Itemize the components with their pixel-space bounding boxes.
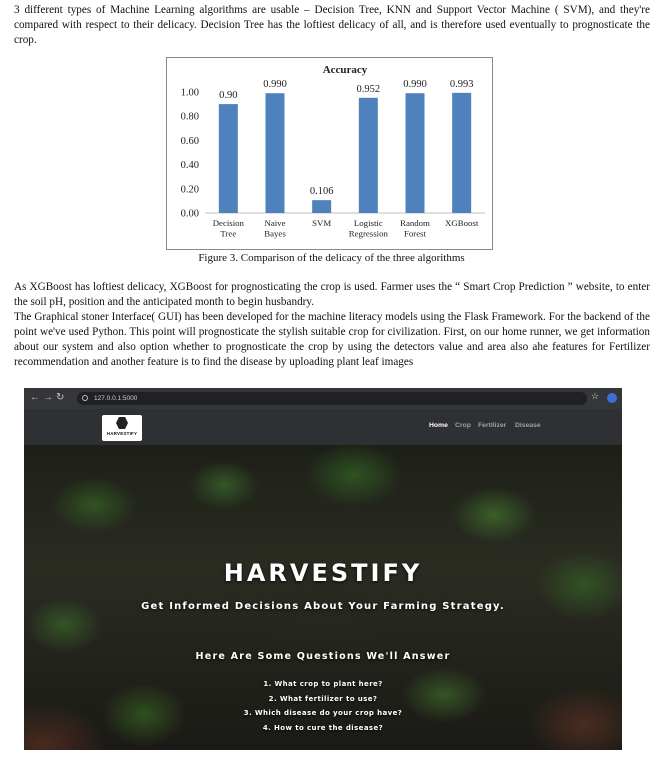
bookmark-star-icon[interactable]: ☆: [591, 391, 600, 401]
back-arrow-icon[interactable]: ←: [30, 392, 40, 403]
x-tick-label: Decision: [212, 218, 244, 228]
figure-caption: Figure 3. Comparison of the delicacy of the three algorithms: [198, 252, 465, 264]
accuracy-chart-svg: [167, 58, 492, 249]
bar: [312, 200, 331, 213]
hexagon-logo-icon: [116, 417, 128, 429]
xgboost-paragraph: As XGBoost has loftiest delicacy, XGBoost for prognosticating the crop is used. Farmer uses the “ Smart Crop Prediction ” website, to enter the soil pH, position and the anticipated month to begin husbandry.: [14, 281, 650, 308]
y-tick-label: 1.00: [180, 87, 199, 99]
bar: [452, 93, 471, 213]
question-item: 3. Which disease do your crop have?: [243, 709, 403, 717]
accuracy-chart: [166, 57, 493, 250]
x-tick-label: Random: [400, 218, 430, 228]
address-bar[interactable]: [77, 392, 587, 405]
gui-paragraph: The Graphical stoner Interface( GUI) has been developed for the machine literacy models using the Flask Framework. For the backend of the point we've used Python. This point will prognosticate the stylish suitable crop for civilization. First, on our home runner, we get information about our system and also option whether to prognosticate the crop by using the detectors value and area also ahe features for Fertilizer recommendation and another feature is to find the disease by uploading plant leaf images: [14, 311, 650, 368]
forward-arrow-icon[interactable]: →: [43, 392, 53, 403]
reload-icon[interactable]: ↻: [56, 392, 65, 403]
x-tick-label: XGBoost: [445, 218, 479, 228]
profile-avatar[interactable]: [607, 393, 617, 403]
body-text: [14, 280, 650, 370]
data-label: 0.952: [356, 83, 381, 95]
question-item: 2. What fertilizer to use?: [268, 694, 378, 703]
x-tick-label: Regression: [348, 228, 388, 239]
site-logo[interactable]: [102, 415, 142, 441]
hero-subtitle: Get Informed Decisions About Your Farming Strategy.: [141, 601, 505, 612]
data-label: 0.990: [263, 79, 287, 91]
site-navbar: [24, 409, 622, 445]
nav-fertilizer-link[interactable]: Fertilizer: [478, 422, 507, 429]
hero-title: HARVESTIFY: [223, 559, 423, 587]
x-tick-label: Forest: [404, 228, 426, 239]
data-label: 0.990: [403, 79, 427, 91]
x-tick-label: SVM: [312, 218, 332, 228]
intro-paragraph: 3 different types of Machine Learning algorithms are usable – Decision Tree, KNN and Support Vector Machine ( SVM), and they're compared with respect to their delicacy. Decision Tree has the loftiest delicacy of all, and is therefore used eventually to prognosticate the crop.: [14, 4, 650, 46]
x-tick-label: Tree: [220, 228, 237, 239]
hero-section: [24, 445, 622, 750]
y-tick-label: 0.80: [180, 111, 199, 123]
nav-crop-link[interactable]: Crop: [455, 422, 471, 429]
question-item: 4. How to cure the disease?: [262, 723, 384, 732]
x-tick-label: Logistic: [353, 218, 383, 228]
nav-disease-link[interactable]: Disease: [515, 422, 541, 429]
bar: [406, 93, 425, 213]
questions-heading: Here Are Some Questions We'll Answer: [195, 651, 451, 662]
logo-text: HARVESTIFY: [106, 431, 138, 436]
site-info-icon[interactable]: [82, 395, 88, 401]
data-label: 0.90: [219, 90, 238, 102]
question-item: 1. What crop to plant here?: [263, 680, 383, 688]
harvestify-screenshot: [24, 388, 622, 750]
bar: [359, 98, 378, 213]
x-tick-label: Bayes: [264, 228, 286, 239]
chart-title: Accuracy: [322, 64, 368, 76]
data-label: 0.993: [449, 78, 474, 90]
browser-toolbar: [24, 388, 622, 409]
y-tick-label: 0.00: [180, 208, 199, 220]
bar: [219, 104, 238, 213]
questions-list: [24, 677, 622, 735]
y-tick-label: 0.60: [180, 135, 199, 147]
y-tick-label: 0.20: [180, 184, 199, 196]
y-tick-label: 0.40: [180, 160, 199, 172]
url-text: 127.0.0.1:5000: [94, 395, 138, 402]
data-label: 0.106: [309, 186, 334, 198]
nav-home-link[interactable]: Home: [429, 422, 448, 429]
bar: [266, 93, 285, 213]
x-tick-label: Naive: [264, 218, 286, 228]
